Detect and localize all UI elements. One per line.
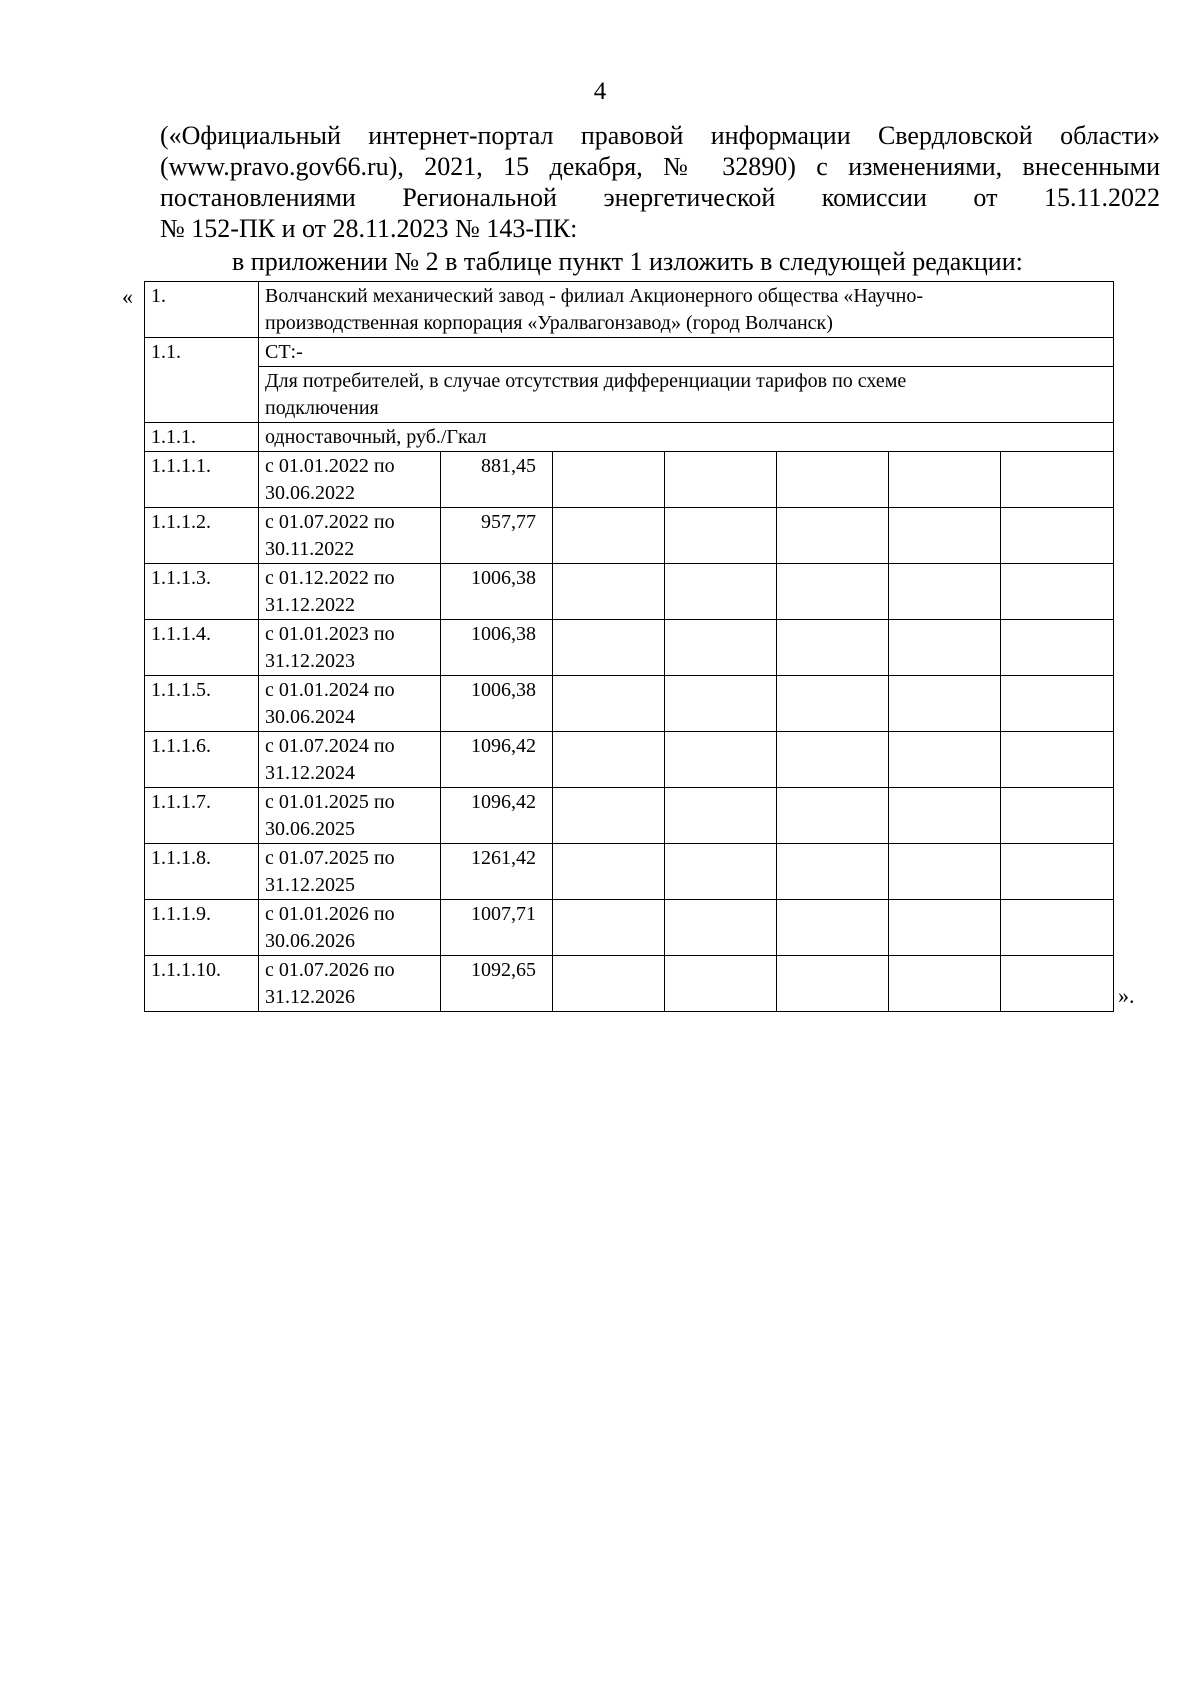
period-to: 31.12.2022	[265, 594, 355, 616]
period-number-cell: 1.1.1.3.	[145, 564, 259, 620]
period-cell	[259, 900, 441, 956]
tariff-value-cell: 1007,71	[441, 900, 553, 956]
period-cell	[259, 452, 441, 508]
period-to: 30.06.2025	[265, 818, 355, 840]
period-from: с 01.07.2024 по	[265, 735, 395, 757]
period-number-cell: 1.1.1.1.	[145, 452, 259, 508]
empty-cell	[665, 844, 777, 900]
table-row	[145, 788, 1114, 844]
table-row-tariff-type	[145, 423, 1114, 452]
empty-cell	[553, 564, 665, 620]
empty-cell	[1001, 844, 1114, 900]
empty-cell	[665, 620, 777, 676]
empty-cell	[553, 676, 665, 732]
empty-cell	[665, 732, 777, 788]
empty-cell	[1001, 900, 1114, 956]
empty-cell	[889, 676, 1001, 732]
empty-cell	[553, 452, 665, 508]
intro-line-2: (www.pravo.gov66.ru), 2021, 15 декабря, № 32890) с изменениями, внесенными	[160, 152, 1160, 181]
empty-cell	[889, 956, 1001, 1012]
empty-cell	[777, 508, 889, 564]
period-cell	[259, 508, 441, 564]
enterprise-name-line-1: Волчанский механический завод - филиал Акционерного общества «Научно-	[265, 285, 924, 307]
intro-line-1: («Официальный интернет-портал правовой информации Свердловской области»	[160, 121, 1160, 150]
table-row	[145, 900, 1114, 956]
period-number-cell: 1.1.1.7.	[145, 788, 259, 844]
empty-cell	[1001, 564, 1114, 620]
intro-line-3: постановлениями Региональной энергетической комиссии от 15.11.2022	[160, 183, 1160, 212]
system-number-cell: 1.1.	[145, 338, 259, 423]
period-from: с 01.01.2024 по	[265, 679, 395, 701]
empty-cell	[665, 676, 777, 732]
table-row	[145, 452, 1114, 508]
period-number-cell: 1.1.1.10.	[145, 956, 259, 1012]
empty-cell	[889, 732, 1001, 788]
tariff-type-number-cell: 1.1.1.	[145, 423, 259, 452]
period-number-cell: 1.1.1.2.	[145, 508, 259, 564]
empty-cell	[889, 788, 1001, 844]
tariff-value-cell: 957,77	[441, 508, 553, 564]
system-name-cell: СТ:-	[259, 338, 1114, 367]
empty-cell	[553, 788, 665, 844]
period-to: 30.06.2022	[265, 482, 355, 504]
tariff-value-cell: 1006,38	[441, 564, 553, 620]
empty-cell	[777, 788, 889, 844]
period-number-cell: 1.1.1.5.	[145, 676, 259, 732]
empty-cell	[777, 564, 889, 620]
table-row	[145, 844, 1114, 900]
period-cell	[259, 620, 441, 676]
empty-cell	[777, 732, 889, 788]
period-cell	[259, 732, 441, 788]
period-number-cell: 1.1.1.9.	[145, 900, 259, 956]
empty-cell	[889, 452, 1001, 508]
empty-cell	[665, 508, 777, 564]
empty-cell	[665, 956, 777, 1012]
empty-cell	[1001, 620, 1114, 676]
closing-quote: ».	[1118, 983, 1135, 1008]
period-number-cell: 1.1.1.6.	[145, 732, 259, 788]
empty-cell	[665, 452, 777, 508]
empty-cell	[553, 900, 665, 956]
period-from: с 01.07.2026 по	[265, 959, 395, 981]
tariff-type-cell: одноставочный, руб./Гкал	[259, 423, 1114, 452]
empty-cell	[553, 508, 665, 564]
item-number-cell: 1.	[145, 282, 259, 338]
empty-cell	[665, 788, 777, 844]
period-cell	[259, 564, 441, 620]
period-cell	[259, 844, 441, 900]
enterprise-name-cell	[259, 282, 1114, 338]
tariff-value-cell: 1006,38	[441, 676, 553, 732]
empty-cell	[1001, 732, 1114, 788]
period-number-cell: 1.1.1.4.	[145, 620, 259, 676]
empty-cell	[889, 844, 1001, 900]
period-to: 31.12.2025	[265, 874, 355, 896]
table-row-consumers	[145, 367, 1114, 423]
opening-quote: «	[122, 284, 133, 309]
period-number-cell: 1.1.1.8.	[145, 844, 259, 900]
tariff-value-cell: 881,45	[441, 452, 553, 508]
empty-cell	[889, 620, 1001, 676]
empty-cell	[777, 620, 889, 676]
consumers-cell	[259, 367, 1114, 423]
empty-cell	[1001, 676, 1114, 732]
empty-cell	[1001, 508, 1114, 564]
empty-cell	[777, 900, 889, 956]
period-cell	[259, 956, 441, 1012]
tariff-value-cell: 1092,65	[441, 956, 553, 1012]
period-from: с 01.01.2025 по	[265, 791, 395, 813]
period-to: 30.11.2022	[265, 538, 355, 560]
period-to: 30.06.2024	[265, 706, 355, 728]
empty-cell	[777, 452, 889, 508]
period-cell	[259, 788, 441, 844]
empty-cell	[889, 900, 1001, 956]
period-from: с 01.07.2025 по	[265, 847, 395, 869]
period-from: с 01.07.2022 по	[265, 511, 395, 533]
intro-paragraph	[160, 120, 1160, 244]
tariff-value-cell: 1006,38	[441, 620, 553, 676]
period-from: с 01.01.2023 по	[265, 623, 395, 645]
period-cell	[259, 676, 441, 732]
table-row-system	[145, 338, 1114, 367]
table-row	[145, 956, 1114, 1012]
empty-cell	[553, 732, 665, 788]
consumers-line-2: подключения	[265, 397, 379, 419]
enterprise-name-line-2: производственная корпорация «Уралвагонзавод» (город Волчанск)	[265, 312, 833, 334]
table-row-item-1	[145, 282, 1114, 338]
intro-line-4: № 152-ПК и от 28.11.2023 № 143-ПК:	[160, 214, 578, 243]
period-from: с 01.01.2022 по	[265, 455, 395, 477]
period-to: 31.12.2024	[265, 762, 355, 784]
empty-cell	[553, 956, 665, 1012]
empty-cell	[889, 564, 1001, 620]
table-row	[145, 564, 1114, 620]
empty-cell	[553, 844, 665, 900]
tariff-value-cell: 1261,42	[441, 844, 553, 900]
amendment-instruction: в приложении № 2 в таблице пункт 1 изложить в следующей редакции:	[232, 247, 1023, 276]
empty-cell	[889, 508, 1001, 564]
tariff-value-cell: 1096,42	[441, 732, 553, 788]
empty-cell	[777, 956, 889, 1012]
period-from: с 01.01.2026 по	[265, 903, 395, 925]
period-to: 31.12.2026	[265, 986, 355, 1008]
empty-cell	[1001, 788, 1114, 844]
table-row	[145, 732, 1114, 788]
period-to: 31.12.2023	[265, 650, 355, 672]
tariff-table	[144, 281, 1114, 1012]
empty-cell	[665, 564, 777, 620]
page-number: 4	[593, 78, 607, 105]
table-row	[145, 508, 1114, 564]
tariff-value-cell: 1096,42	[441, 788, 553, 844]
consumers-line-1: Для потребителей, в случае отсутствия дифференциации тарифов по схеме	[265, 370, 907, 392]
empty-cell	[1001, 956, 1114, 1012]
table-row	[145, 676, 1114, 732]
table-row	[145, 620, 1114, 676]
period-to: 30.06.2026	[265, 930, 355, 952]
empty-cell	[665, 900, 777, 956]
empty-cell	[553, 620, 665, 676]
empty-cell	[1001, 452, 1114, 508]
empty-cell	[777, 676, 889, 732]
period-from: с 01.12.2022 по	[265, 567, 395, 589]
empty-cell	[777, 844, 889, 900]
